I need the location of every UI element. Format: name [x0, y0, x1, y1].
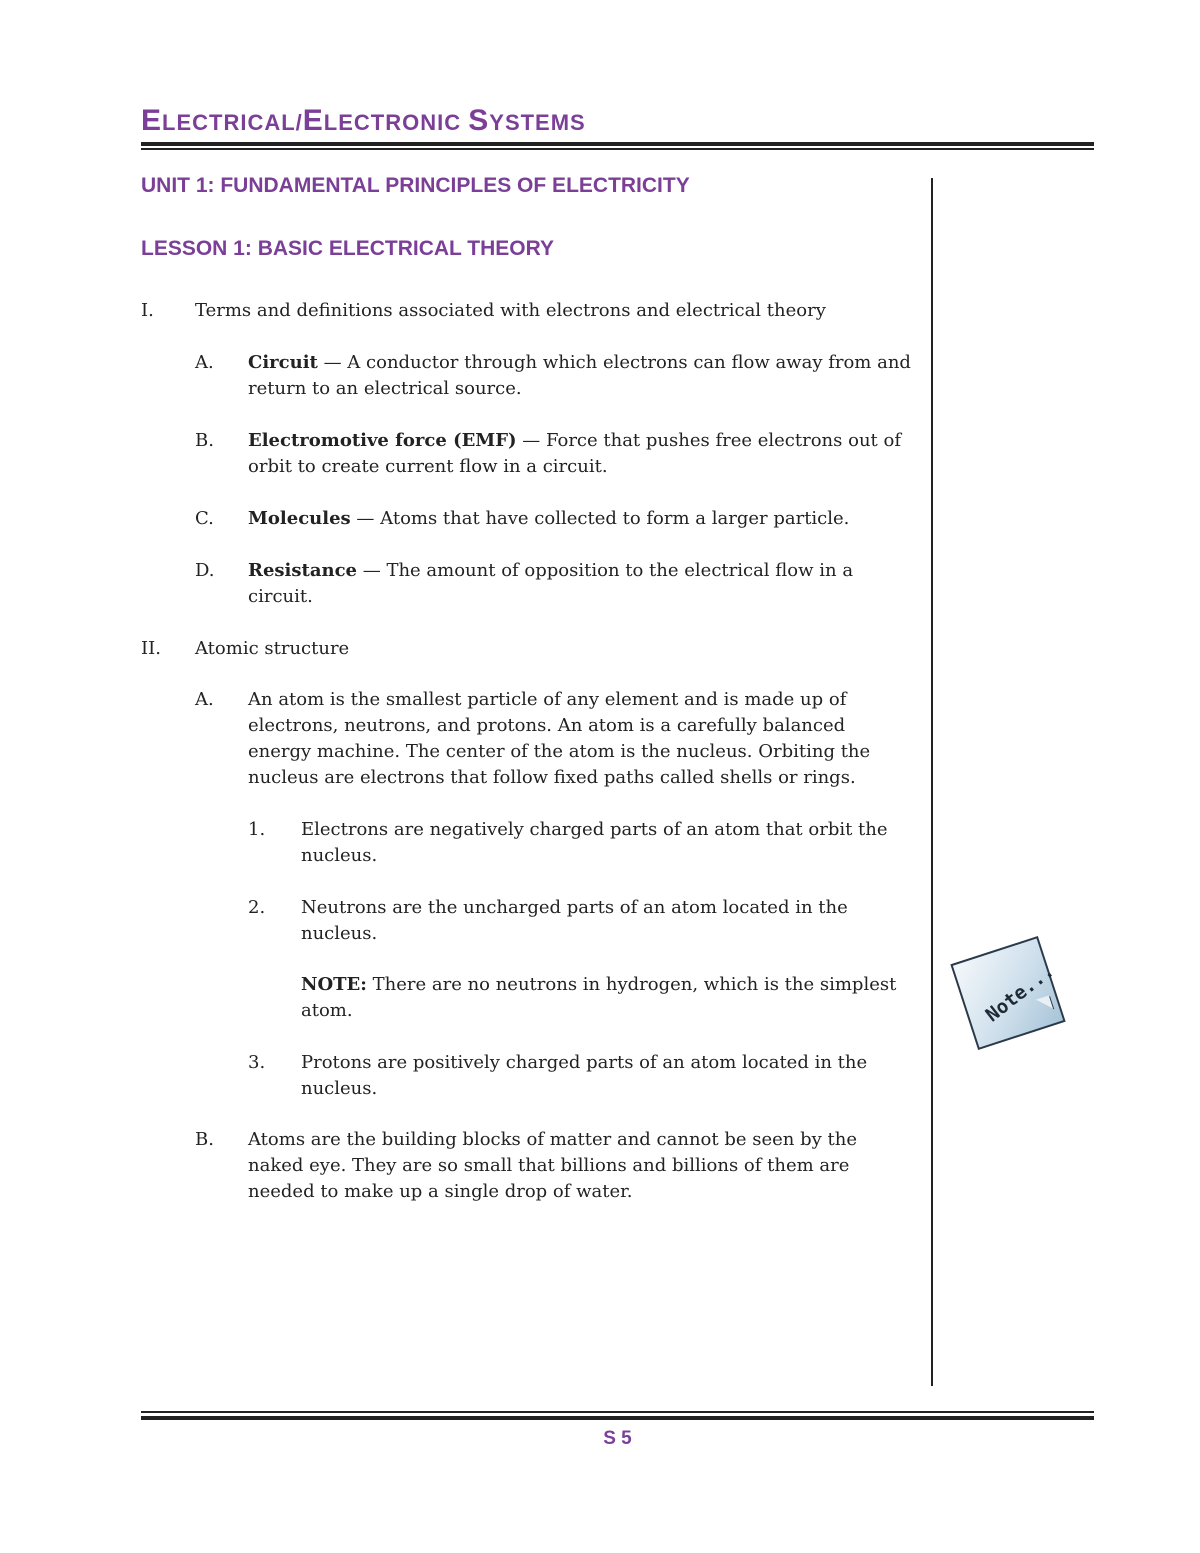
item-1a	[248, 350, 913, 402]
item-2b: Atoms are the building blocks of matter and cannot be seen by the naked eye. They are so small that billions and billions of them are needed to make up a single drop of water.	[248, 1129, 857, 1202]
header-rule-thin	[141, 148, 1094, 150]
section-1-heading: Terms and definitions associated with electrons and electrical theory	[195, 300, 826, 321]
subitem-2-marker: 2.	[248, 897, 266, 918]
header-cap-1: E	[141, 104, 163, 137]
item-1d	[248, 558, 913, 610]
header-cap-2: E	[302, 104, 324, 137]
subitem-protons: Protons are positively charged parts of an atom located in the nucleus.	[301, 1052, 868, 1099]
lesson-title: LESSON 1: BASIC ELECTRICAL THEORY	[141, 237, 555, 260]
definition-circuit: — A conductor through which electrons can flow away from and return to an electrical source.	[248, 352, 911, 399]
item-1a-marker: A.	[195, 352, 214, 373]
item-2a: An atom is the smallest particle of any element and is made up of electrons, neutrons, and protons. An atom is a carefully balanced energy machine. The center of the atom is the nucleus. Orbiting the nucleus are electrons that follow fixed paths called shells or rings.	[248, 689, 871, 788]
footer-rule-thick	[141, 1416, 1094, 1420]
item-1b	[248, 428, 913, 480]
note-curl-icon	[1035, 996, 1053, 1014]
item-1c-marker: C.	[195, 508, 214, 529]
section-2-heading: Atomic structure	[195, 638, 350, 659]
note-sticker-icon	[962, 948, 1062, 1048]
header-rest-1: LECTRICAL/	[162, 110, 303, 135]
subitem-neutrons: Neutrons are the uncharged parts of an atom located in the nucleus.	[301, 897, 848, 944]
margin-divider	[931, 178, 933, 1386]
section-1-marker: I.	[141, 300, 154, 321]
subitem-1-marker: 1.	[248, 819, 266, 840]
item-1c	[248, 506, 913, 532]
item-2a-marker: A.	[195, 689, 214, 710]
page-number: S 5	[603, 1428, 632, 1449]
definition-resistance: — The amount of opposition to the electrical flow in a circuit.	[248, 560, 854, 607]
item-1d-marker: D.	[195, 560, 215, 581]
definition-emf: — Force that pushes free electrons out of orbit to create current flow in a circuit.	[248, 430, 901, 477]
term-resistance: Resistance	[248, 560, 357, 581]
term-emf: Electromotive force (EMF)	[248, 430, 517, 451]
subitem-electrons: Electrons are negatively charged parts of an atom that orbit the nucleus.	[301, 819, 888, 866]
note-sticker-label: Note...	[981, 959, 1059, 1027]
unit-title: UNIT 1: FUNDAMENTAL PRINCIPLES OF ELECTRICITY	[141, 174, 690, 197]
note-label: NOTE:	[301, 974, 367, 995]
header-rest-2: LECTRONIC	[323, 110, 469, 135]
subitem-3-marker: 3.	[248, 1052, 266, 1073]
term-molecules: Molecules	[248, 508, 351, 529]
page-header-title	[141, 104, 586, 138]
header-rest-3: YSTEMS	[489, 110, 586, 135]
header-rule-thick	[141, 142, 1094, 146]
item-1b-marker: B.	[195, 430, 214, 451]
note-text: There are no neutrons in hydrogen, which is the simplest atom.	[301, 974, 897, 1021]
header-cap-3: S	[468, 104, 490, 137]
definition-molecules: — Atoms that have collected to form a larger particle.	[350, 508, 850, 529]
note-paragraph	[301, 972, 911, 1024]
item-2b-marker: B.	[195, 1129, 214, 1150]
footer-rule-thin	[141, 1411, 1094, 1413]
section-2-marker: II.	[141, 638, 161, 659]
term-circuit: Circuit	[248, 352, 318, 373]
